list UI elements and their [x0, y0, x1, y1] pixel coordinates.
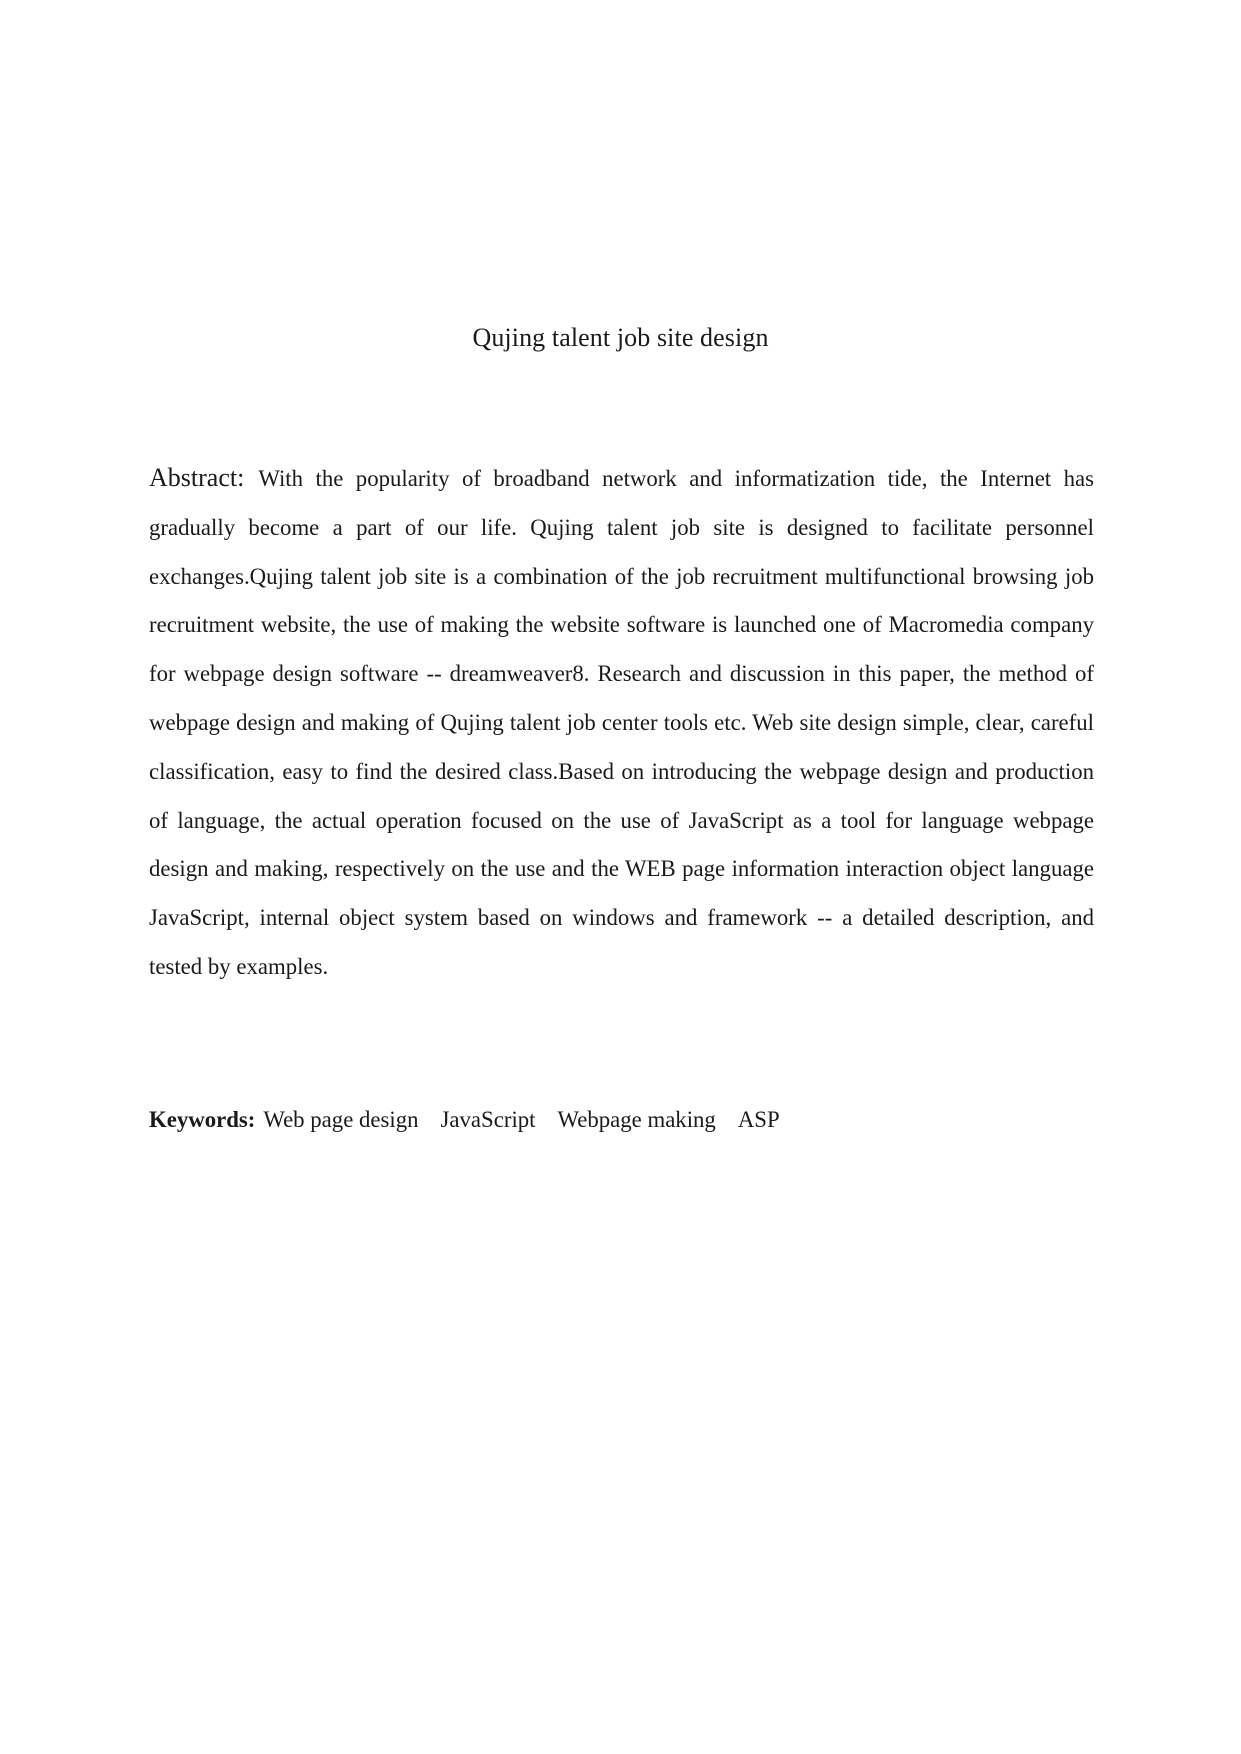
- paper-title: Qujing talent job site design: [472, 323, 769, 352]
- abstract-paragraph: [149, 454, 1094, 992]
- keyword-item: ASP: [737, 1107, 780, 1132]
- abstract-label: Abstract:: [149, 463, 245, 492]
- keyword-item: JavaScript: [440, 1107, 536, 1132]
- keywords-line: [149, 1096, 1094, 1144]
- abstract-text: With the popularity of broadband network and informatization tide, the Internet has gradually become a part of our life. Qujing talent job site is designed to facilitate personnel exchanges.Qujing talent job site is a combination of the job recruitment multifunctional browsing job recruitment website, the use of making the website software is launched one of Macromedia company for webpage design software -- dreamweaver8. Research and discussion in this paper, the method of webpage design and making of Qujing talent job center tools etc. Web site design simple, clear, careful classification, easy to find the desired class.Based on introducing the webpage design and production of language, the actual operation focused on the use of JavaScript as a tool for language webpage design and making, respectively on the use and the WEB page information interaction object language JavaScript, internal object system based on windows and framework -- a detailed description, and tested by examples.: [149, 466, 1094, 979]
- keyword-item: Web page design: [263, 1107, 419, 1132]
- keywords-label: Keywords:: [149, 1107, 256, 1132]
- keyword-item: Webpage making: [557, 1107, 716, 1132]
